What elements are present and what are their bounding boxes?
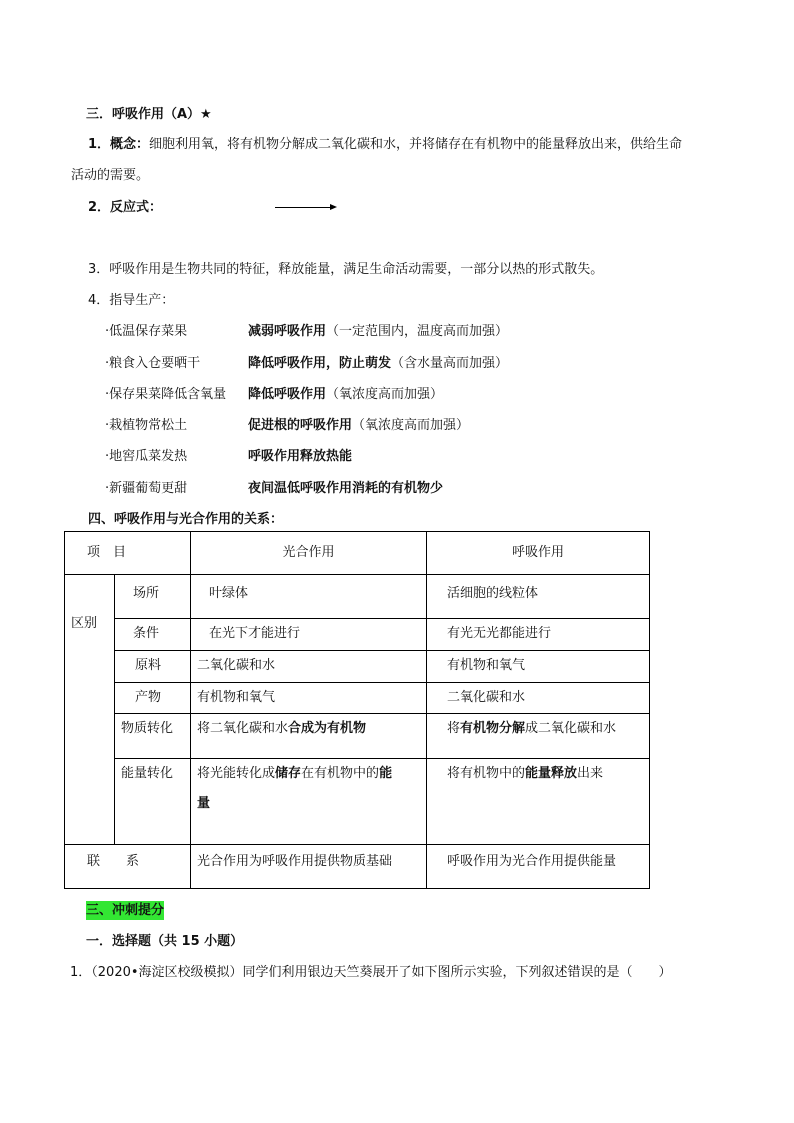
group-label-cell: 区别 [65,575,115,845]
application-right: 呼吸作用释放热能 [248,449,353,464]
application-left: ·粮食入仓要晒干 [105,356,201,371]
concept-text: 细胞利用氧，将有机物分解成二氧化碳和水，并将储存在有机物中的能量释放出来，供给生命 [149,137,683,152]
application-left: ·地窖瓜菜发热 [105,449,188,464]
row-label: 能量转化 [115,759,191,845]
comparison-table [64,531,650,889]
photo-cell: 二氧化碳和水 [191,651,427,683]
concept-line-1 [88,133,682,152]
reaction-arrow-icon [275,207,331,208]
header-respiration-cell: 呼吸作用 [427,532,650,575]
resp-cell: 二氧化碳和水 [427,683,650,714]
resp-cell: 有光无光都能进行 [427,619,650,651]
application-left: ·新疆葡萄更甜 [105,481,188,496]
photo-cell: 光合作用为呼吸作用提供物质基础 [191,845,427,889]
photo-cell: 叶绿体 [191,575,427,619]
row-label: 条件 [115,619,191,651]
concept-line-2: 活动的需要。 [71,168,150,183]
application-right: 降低呼吸作用（氧浓度高而加强） [248,387,444,402]
row-label: 物质转化 [115,714,191,759]
concept-label: 1．概念： [88,137,150,152]
application-left: ·保存果菜降低含氧量 [105,387,227,402]
application-right: 夜间温低呼吸作用消耗的有机物少 [248,481,444,496]
resp-cell: 将有机物中的能量释放出来 [427,759,650,845]
sprint-heading: 三、冲刺提分 [86,903,165,918]
resp-cell: 呼吸作用为光合作用提供能量 [427,845,650,889]
row-label: 原料 [115,651,191,683]
respiration-feature: 3．呼吸作用是生物共同的特征，释放能量，满足生命活动需要，一部分以热的形式散失。 [88,262,604,277]
row-label: 场所 [115,575,191,619]
section-heading-relationship: 四、呼吸作用与光合作用的关系： [88,512,284,527]
question-1: 1．（2020•海淀区校级模拟）同学们利用银边天竺葵展开了如下图所示实验，下列叙述错误的是（ ） [70,965,672,980]
application-left: ·栽植物常松土 [105,418,188,433]
header-photosynthesis-cell: 光合作用 [191,532,427,575]
photo-cell: 将二氧化碳和水合成为有机物 [191,714,427,759]
resp-cell: 将有机物分解成二氧化碳和水 [427,714,650,759]
application-right: 减弱呼吸作用（一定范围内，温度高而加强） [248,324,509,339]
row-label: 产物 [115,683,191,714]
application-right: 促进根的呼吸作用（氧浓度高而加强） [248,418,470,433]
link-label-cell: 联 系 [65,845,191,889]
production-guidance-label: 4．指导生产： [88,293,175,308]
application-left: ·低温保存菜果 [105,324,188,339]
resp-cell: 活细胞的线粒体 [427,575,650,619]
section-heading-respiration: 三．呼吸作用（A）★ [86,107,212,122]
photo-cell: 在光下才能进行 [191,619,427,651]
application-right: 降低呼吸作用，防止萌发（含水量高而加强） [248,356,509,371]
photo-cell: 有机物和氧气 [191,683,427,714]
resp-cell: 有机物和氧气 [427,651,650,683]
choice-question-heading: 一．选择题（共 15 小题） [86,934,244,949]
reaction-label: 2．反应式： [88,200,163,215]
photo-cell: 将光能转化成储存在有机物中的能 量 [191,759,427,845]
header-item-cell: 项 目 [65,532,191,575]
